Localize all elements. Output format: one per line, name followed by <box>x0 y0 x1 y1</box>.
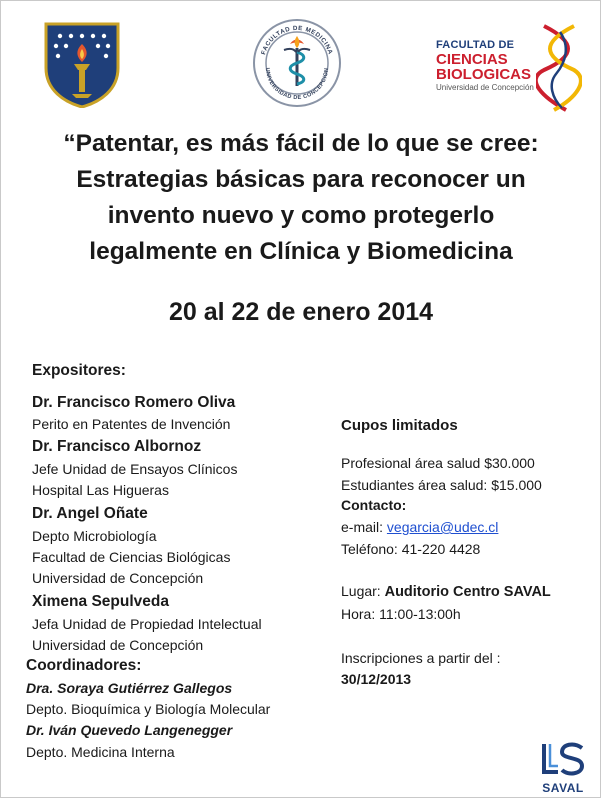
speaker-4-name: Ximena Sepulveda <box>32 593 169 610</box>
coordinator-1-dept: Depto. Bioquímica y Biología Molecular <box>26 701 271 717</box>
saval-logo <box>538 742 588 795</box>
event-date: 20 al 22 de enero 2014 <box>168 298 434 326</box>
speaker-3-name: Dr. Angel Oñate <box>32 505 148 522</box>
university-crest-logo <box>44 22 120 108</box>
speaker-4-university: Universidad de Concepción <box>32 637 204 653</box>
price-profesional: Profesional área salud $30.000 <box>341 455 535 471</box>
speaker-4-role: Jefa Unidad de Propiedad Intelectual <box>32 616 262 632</box>
title-line-4: legalmente en Clínica y Biomedicina <box>89 238 513 265</box>
speaker-1-name: Dr. Francisco Romero Oliva <box>32 394 236 411</box>
facultad-ciencias-biologicas-logo <box>432 22 582 112</box>
speaker-3-dept: Depto Microbiología <box>32 528 157 544</box>
speaker-2-name: Dr. Francisco Albornoz <box>32 438 202 455</box>
telefono: Teléfono: 41-220 4428 <box>341 541 481 557</box>
speaker-2-affiliation: Hospital Las Higueras <box>32 482 169 498</box>
title-line-2: Estrategias básicas para reconocer un <box>76 166 526 193</box>
fcb-logo-line3: BIOLOGICAS <box>436 66 532 83</box>
svg-text:UNIVERSIDAD DE CONCEPCION: UNIVERSIDAD DE CONCEPCION <box>263 67 331 102</box>
coordinator-2-dept: Depto. Medicina Interna <box>26 744 175 760</box>
svg-text:FACULTAD DE MEDICINA: FACULTAD DE MEDICINA <box>260 24 334 56</box>
email-label: e-mail: <box>341 519 387 535</box>
email-row <box>341 519 498 535</box>
expositores-heading: Expositores: <box>32 362 126 379</box>
inscripciones-fecha: 30/12/2013 <box>341 671 412 687</box>
speaker-2-role: Jefe Unidad de Ensayos Clínicos <box>32 461 238 477</box>
cupos-limitados: Cupos limitados <box>341 417 458 434</box>
price-estudiantes: Estudiantes área salud: $15.000 <box>341 477 542 493</box>
title-line-1: “Patentar, es más fácil de lo que se cree: <box>63 130 539 157</box>
dna-helix-icon <box>536 22 582 112</box>
speaker-3-university: Universidad de Concepción <box>32 570 204 586</box>
title-line-3: invento nuevo y como protegerlo <box>107 202 495 229</box>
speaker-3-faculty: Facultad de Ciencias Biológicas <box>32 549 231 565</box>
lugar-value: Auditorio Centro SAVAL <box>384 584 551 600</box>
inscripciones-label: Inscripciones a partir del : <box>341 650 501 666</box>
fcb-logo-line2: CIENCIAS <box>436 51 508 68</box>
speaker-1-role: Perito en Patentes de Invención <box>32 416 231 432</box>
facultad-medicina-seal <box>252 18 342 108</box>
email-link[interactable]: vegarcia@udec.cl <box>386 519 499 535</box>
event-title <box>20 126 582 270</box>
hora: Hora: 11:00-13:00h <box>341 606 461 622</box>
lugar-row <box>341 583 551 600</box>
coordinator-1-name: Dra. Soraya Gutiérrez Gallegos <box>26 680 233 696</box>
fcb-logo-line1: FACULTAD DE <box>436 39 515 51</box>
contacto-heading: Contacto: <box>341 497 407 513</box>
coordinator-2-name: Dr. Iván Quevedo Langenegger <box>26 722 233 738</box>
coordinadores-heading: Coordinadores: <box>26 657 142 674</box>
saval-logo-text: SAVAL <box>542 781 584 795</box>
lugar-label: Lugar: <box>341 583 385 599</box>
fcb-logo-line4: Universidad de Concepción <box>436 83 534 92</box>
